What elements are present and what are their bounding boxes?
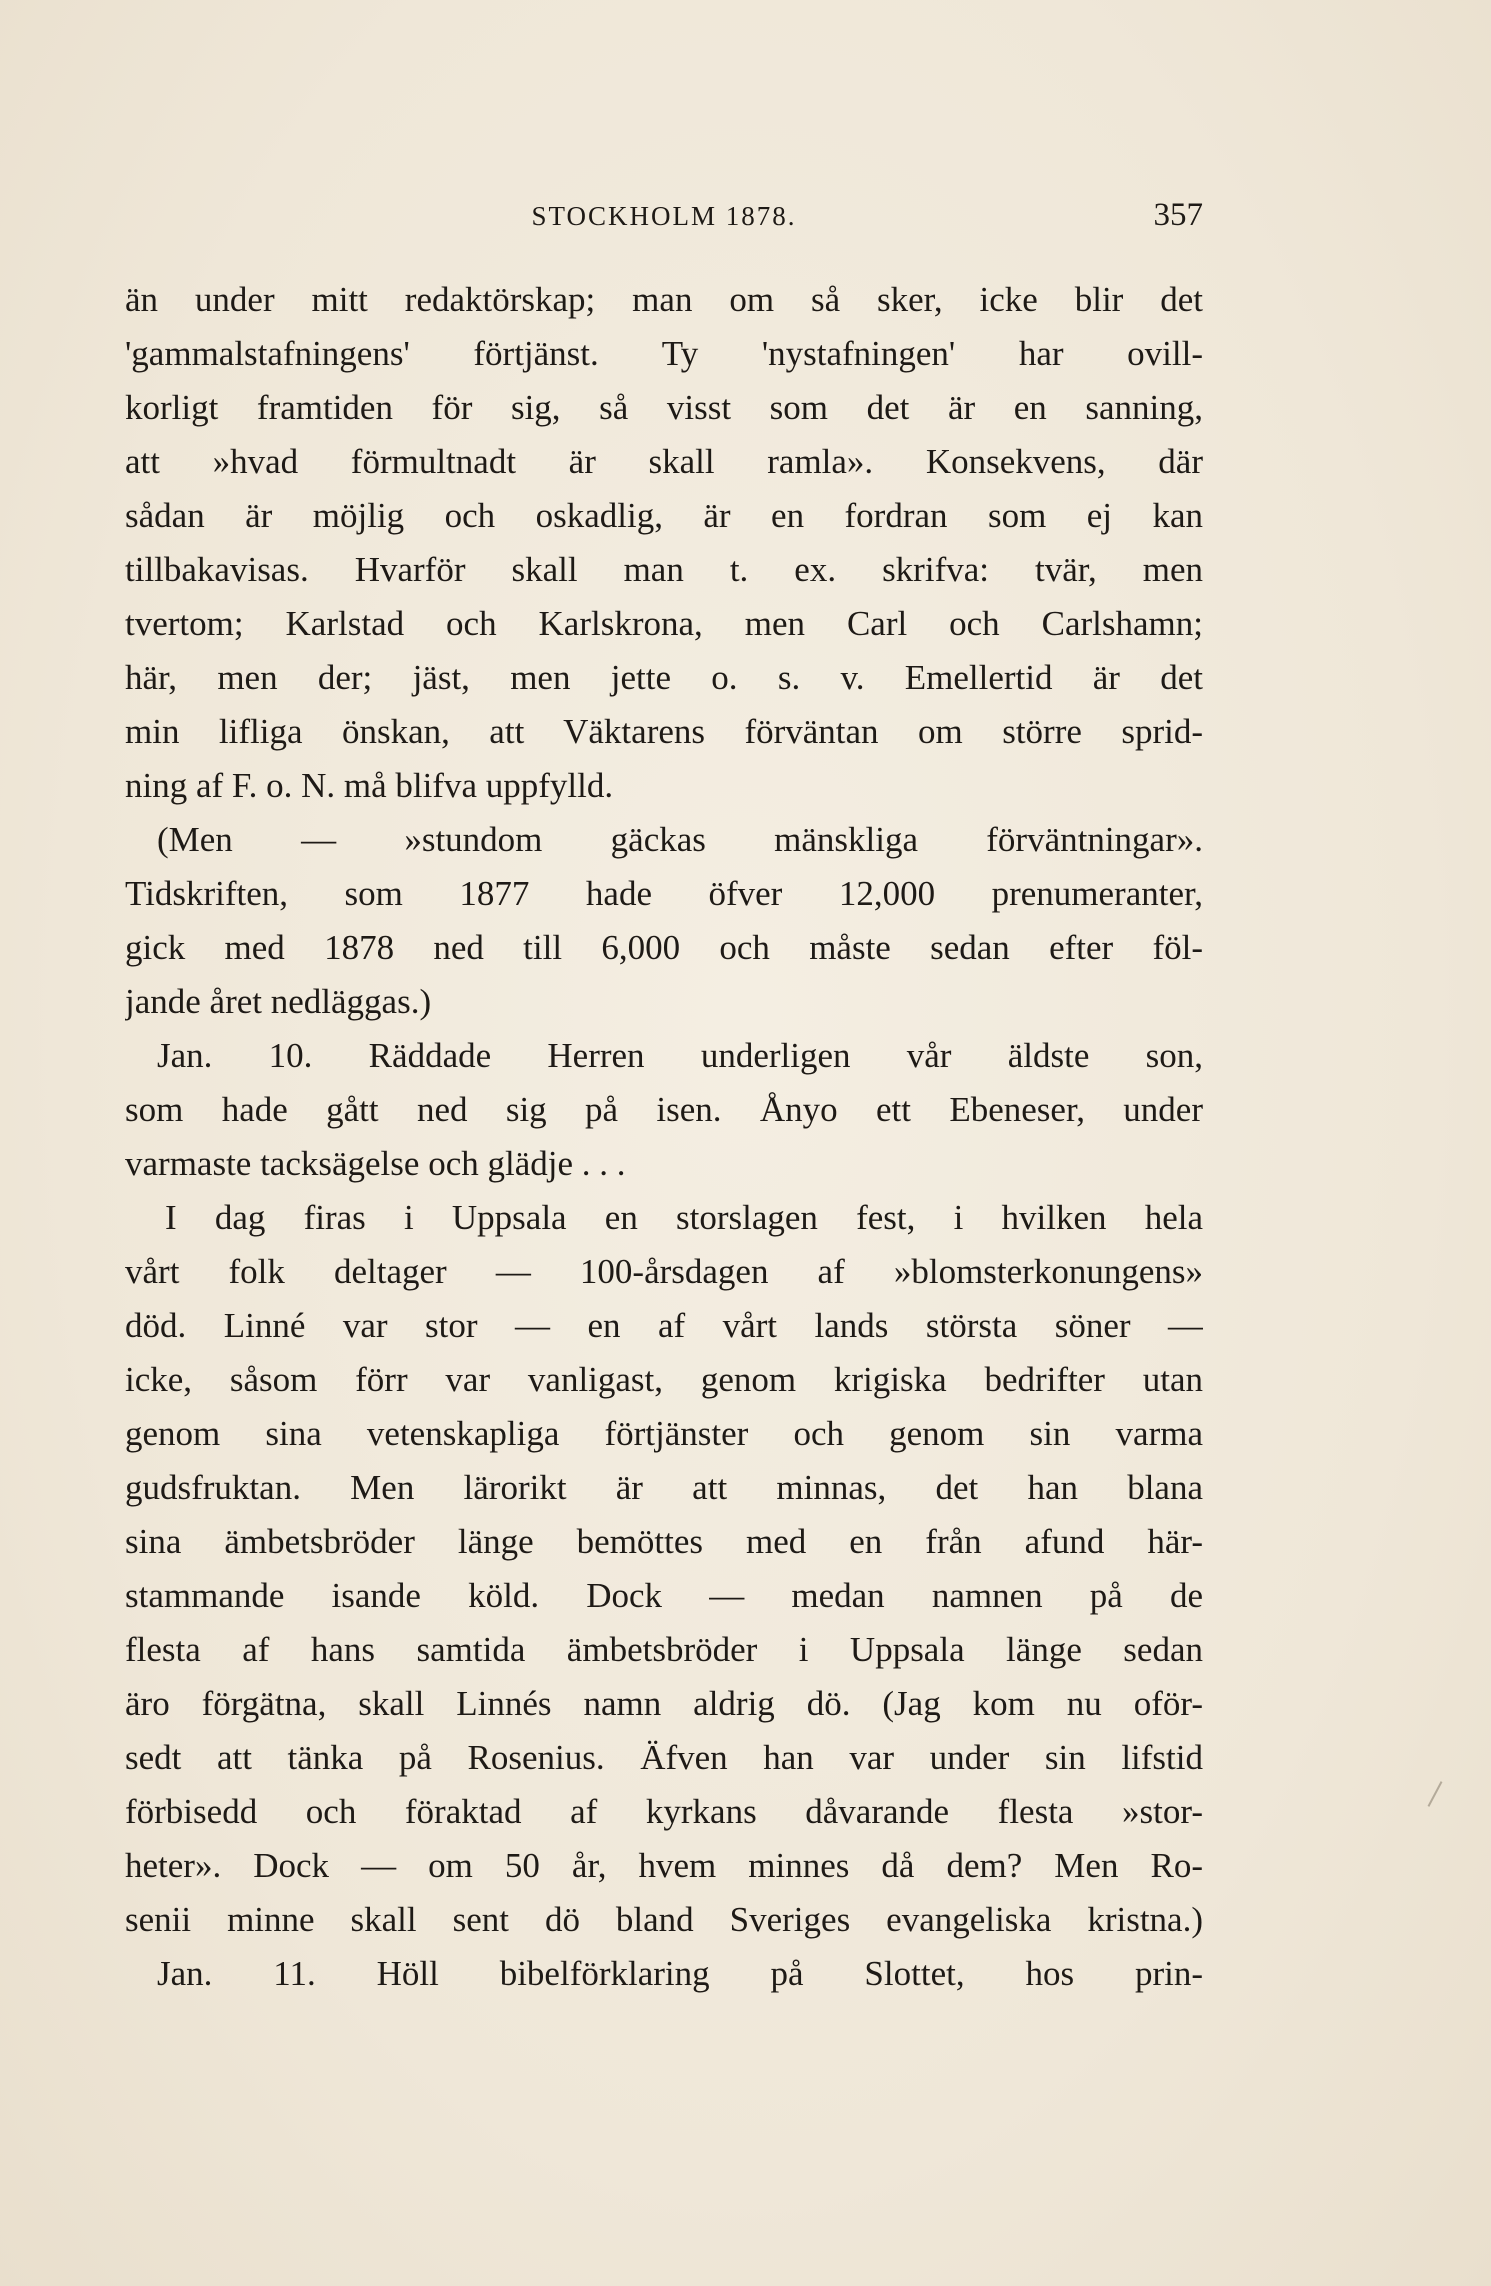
text-line: än under mitt redaktörskap; man om så sker, icke blir det (125, 280, 1203, 319)
running-title: STOCKHOLM 1878. (531, 201, 797, 231)
text-line: varmaste tacksägelse och glädje . . . (125, 1144, 626, 1183)
text-line: äro förgätna, skall Linnés namn aldrig dö. (Jag kom nu oför- (125, 1684, 1203, 1723)
margin-mark (1428, 1781, 1443, 1807)
page-number: 357 (1153, 197, 1203, 233)
text-line: som hade gått ned sig på isen. Ånyo ett Ebeneser, under (125, 1090, 1203, 1129)
text-line: att »hvad förmultnadt är skall ramla». Konsekvens, där (125, 442, 1203, 481)
text-line: senii minne skall sent dö bland Sveriges evangeliska kristna.) (125, 1900, 1203, 1939)
text-line: korligt framtiden för sig, så visst som det är en sanning, (125, 388, 1203, 427)
text-line: sedt att tänka på Rosenius. Äfven han var under sin lifstid (125, 1738, 1203, 1777)
text-line: flesta af hans samtida ämbetsbröder i Uppsala länge sedan (125, 1630, 1203, 1669)
diary-entry-line: Jan. 11. Höll bibelförklaring på Slottet, hos prin- (157, 1954, 1203, 1993)
running-header (125, 197, 1203, 237)
text-line: stammande isande köld. Dock — medan namnen på de (125, 1576, 1203, 1615)
text-line: jande året nedläggas.) (125, 982, 432, 1021)
diary-entry-line: Jan. 10. Räddade Herren underligen vår äldste son, (157, 1036, 1203, 1075)
text-line: (Men — »stundom gäckas mänskliga förväntningar». (157, 820, 1203, 859)
text-line: 'gammalstafningens' förtjänst. Ty 'nystafningen' har ovill- (125, 334, 1203, 373)
text-line: min lifliga önskan, att Väktarens förväntan om större sprid- (125, 712, 1203, 751)
text-line: sådan är möjlig och oskadlig, är en fordran som ej kan (125, 496, 1203, 535)
text-line: ning af F. o. N. må blifva uppfylld. (125, 766, 614, 805)
text-line: gudsfruktan. Men lärorikt är att minnas, det han blana (125, 1468, 1203, 1507)
text-line: förbisedd och föraktad af kyrkans dåvarande flesta »stor- (125, 1792, 1203, 1831)
text-line: död. Linné var stor — en af vårt lands största söner — (125, 1306, 1203, 1345)
text-line: tillbakavisas. Hvarför skall man t. ex. skrifva: tvär, men (125, 550, 1203, 589)
text-line: genom sina vetenskapliga förtjänster och genom sin varma (125, 1414, 1203, 1453)
text-line: tvertom; Karlstad och Karlskrona, men Carl och Carlshamn; (125, 604, 1203, 643)
text-line: vårt folk deltager — 100-årsdagen af »blomsterkonungens» (125, 1252, 1203, 1291)
text-line: här, men der; jäst, men jette o. s. v. Emellertid är det (125, 658, 1203, 697)
text-line: heter». Dock — om 50 år, hvem minnes då dem? Men Ro- (125, 1846, 1203, 1885)
text-line: Tidskriften, som 1877 hade öfver 12,000 prenumeranter, (125, 874, 1203, 913)
body-text (125, 273, 1203, 2001)
text-line: I dag firas i Uppsala en storslagen fest, i hvilken hela (165, 1198, 1203, 1237)
text-line: icke, såsom förr var vanligast, genom krigiska bedrifter utan (125, 1360, 1203, 1399)
text-line: gick med 1878 ned till 6,000 och måste sedan efter föl- (125, 928, 1203, 967)
text-line: sina ämbetsbröder länge bemöttes med en från afund här- (125, 1522, 1203, 1561)
